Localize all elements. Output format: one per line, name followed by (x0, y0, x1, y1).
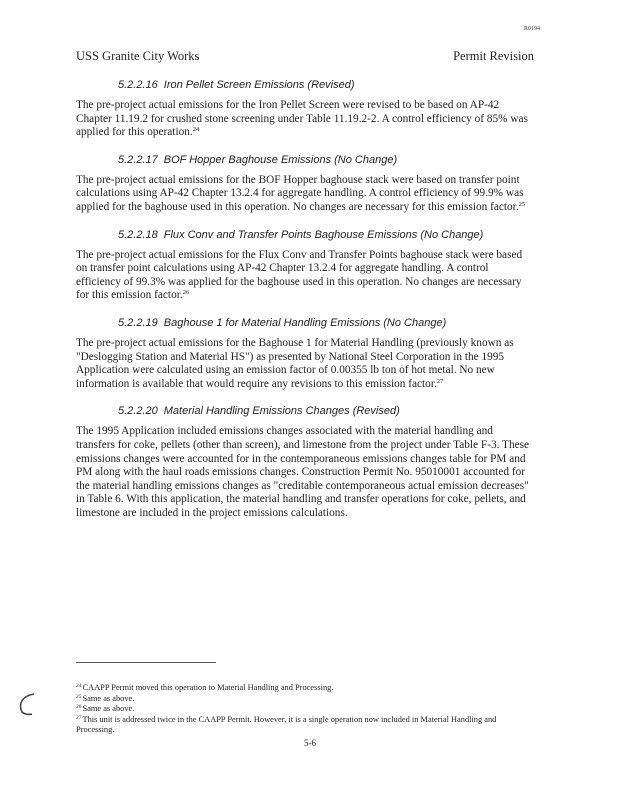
footnote-reference: 26 (182, 289, 190, 297)
section-title: Flux Conv and Transfer Points Baghouse Emissions (No Change) (163, 228, 484, 241)
footnote-25 (76, 694, 534, 705)
section-title: Iron Pellet Screen Emissions (Revised) (163, 79, 355, 91)
paragraph-text: The 1995 Application included emissions changes associated with the material handling and transfers for coke, pellets (other than screen), and limestone from the project under Table F-3. These emissions changes were accounted for in the contemporaneous emissions changes table for PM and PM along with the haul roads emissions changes. Construction Permit No. 95010001 accounted for the material handling emissions changes as "creditable contemporaneous actual emission decreases" in Table 6. With this application, the material handling and transfer operations for coke, pellets, and limestone are included in the project emissions calculations. (76, 425, 530, 519)
footnotes (76, 683, 534, 736)
footnote-text: This unit is addressed twice in the CAAPP Permit. However, it is a single operation now included in Material Handling and Processing. (76, 714, 497, 734)
page-identifier: R0194 (523, 26, 540, 32)
section-heading-5-2-2-19 (118, 316, 534, 330)
header-facility-name: USS Granite City Works (76, 49, 200, 63)
section-title: Material Handling Emissions Changes (Revised) (163, 405, 400, 418)
footnote-text: CAAPP Permit moved this operation to Material Handling and Processing. (82, 683, 334, 692)
footnote-number: 24 (76, 683, 82, 689)
page-header (76, 49, 534, 65)
section-title: BOF Hopper Baghouse Emissions (No Change) (163, 153, 398, 166)
section-number: 5.2.2.17 (118, 153, 158, 166)
section-heading-5-2-2-16 (118, 78, 534, 92)
paragraph-text: The pre-project actual emissions for the Baghouse 1 for Material Handling (previously known as "Deslogging Station and Material HS") as presented by National Steel Corporation in the 1995 Application were calculated using an emission factor of 0.00355 lb ton of hot metal. No new information is available that would require any revisions to this emission factor. (76, 336, 514, 390)
paragraph-text: The pre-project actual emissions for the Flux Conv and Transfer Points baghouse stack were based on transfer point calculations using AP-42 Chapter 13.2.4 for aggregate handling. A control efficiency of 99.3% was applied for the baghouse used in this operation. No changes are necessary for this emission factor. (76, 248, 523, 302)
paragraph-text: The pre-project actual emissions for the BOF Hopper baghouse stack were based on transfer point calculations using AP-42 Chapter 13.2.4 for aggregate handling. A control efficiency of 99.9% was applied for the baghouse used in this operation. No changes are necessary for this emission factor. (76, 173, 524, 213)
footnote-text: Same as above. (82, 704, 135, 713)
footnote-27 (76, 715, 534, 736)
section-number: 5.2.2.19 (118, 316, 158, 329)
section-heading-5-2-2-20 (118, 404, 534, 418)
footnote-reference: 25 (518, 200, 526, 208)
header-document-type: Permit Revision (453, 49, 534, 63)
section-title: Baghouse 1 for Material Handling Emissions (No Change) (163, 316, 447, 329)
section-paragraph-5-2-2-19 (76, 337, 534, 391)
footnote-number: 26 (76, 704, 82, 710)
document-body (76, 78, 534, 533)
footnote-separator (76, 662, 216, 663)
section-paragraph-5-2-2-18 (76, 249, 534, 303)
section-paragraph-5-2-2-20 (76, 425, 534, 520)
page-number: 5-6 (304, 738, 316, 748)
section-number: 5.2.2.20 (118, 405, 158, 418)
section-paragraph-5-2-2-16 (76, 99, 534, 140)
footnote-24 (76, 683, 534, 694)
footnote-number: 25 (76, 693, 82, 700)
paragraph-text: The pre-project actual emissions for the Iron Pellet Screen were revised to be based on AP-42 Chapter 11.19.2 for crushed stone screening under Table 11.19.2-2. A control efficiency of 85% was applied for this operation. (76, 99, 528, 139)
footnote-text: Same as above. (82, 693, 135, 703)
section-paragraph-5-2-2-17 (76, 174, 534, 215)
scan-artifact-mark (16, 692, 38, 716)
section-number: 5.2.2.16 (118, 79, 158, 91)
section-number: 5.2.2.18 (118, 228, 158, 241)
footnote-26 (76, 704, 534, 715)
footnote-reference: 24 (192, 126, 200, 134)
section-heading-5-2-2-18 (118, 228, 534, 242)
section-heading-5-2-2-17 (118, 153, 534, 167)
footnote-reference: 27 (436, 377, 444, 385)
footnote-number: 27 (76, 714, 82, 721)
